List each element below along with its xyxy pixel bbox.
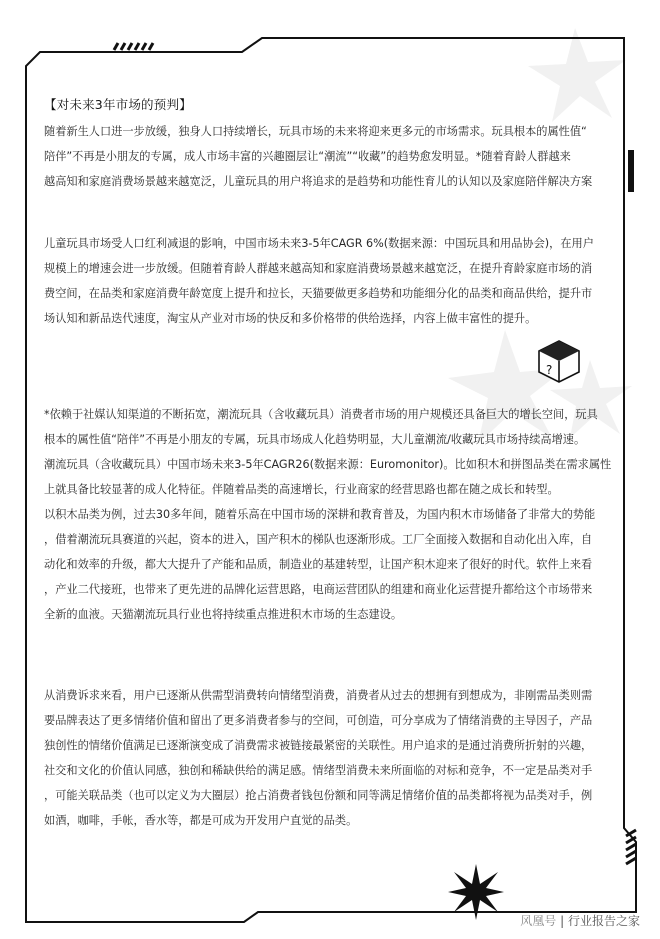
- text-line: 以积木品类为例，过去30多年间，随着乐高在中国市场的深耕和教育普及，为国内积木市场储备了非常大的势能: [44, 508, 596, 521]
- text-line: 要品牌表达了更多情绪价值和留出了更多消费者参与的空间，可创造，可分享成为了情绪消费的主导因子，产品: [44, 714, 593, 727]
- text-line: 越高知和家庭消费场景越来越宽泛，儿童玩具的用户将追求的是趋势和功能性育儿的认知以及家庭陪伴解决方案: [44, 175, 593, 188]
- text-line: 全新的血液。天猫潮流玩具行业也将持续重点推进积木市场的生态建设。: [44, 608, 403, 621]
- svg-text:?: ?: [546, 363, 553, 377]
- text-line: 动化和效率的升级，都大大提升了产能和品质，制造业的基建转型，让国产积木迎来了很好的时代。软件上来看: [44, 558, 593, 571]
- text-line: 上就具备比较显著的成人化特征。伴随着品类的高速增长，行业商家的经营思路也都在随之成长和转型。: [44, 483, 559, 496]
- text-line: 社交和文化的价值认同感，独创和稀缺供给的满足感。情绪型消费未来所面临的对标和竞争，不一定是品类对手: [44, 764, 593, 777]
- text-line: 随着新生人口进一步放缓，独身人口持续增长，玩具市场的未来将迎来更多元的市场需求。玩具根本的属性值“: [44, 125, 587, 138]
- watermark-name: 行业报告之家: [567, 914, 640, 928]
- text-line: 儿童玩具市场受人口红利减退的影响，中国市场未来3-5年CAGR 6%(数据来源：中国玩具和用品协会)，在用户: [44, 237, 594, 250]
- source-watermark: [520, 912, 640, 929]
- text-line: 根本的属性值“陪伴”不再是小朋友的专属，玩具市场成人化趋势明显，大儿童潮流/收藏玩具市场持续高增速。: [44, 433, 586, 446]
- paragraph-2: [44, 231, 616, 331]
- text-line: 场认知和新品迭代速度，淘宝从产业对市场的快反和多价格带的供给选择，内容上做丰富性的提升。: [44, 312, 537, 325]
- paragraph-1: [44, 119, 616, 194]
- question-cube-icon: [536, 338, 582, 384]
- text-line: 规模上的增速会进一步放缓。但随着育龄人群越来越高知和家庭消费场景越来越宽泛，在提升育龄家庭市场的消: [44, 262, 593, 275]
- text-line: ，借着潮流玩具赛道的兴起，资本的进入，国产积木的梯队也逐渐形成。工厂全面接入数据和自动化出入库，自: [44, 533, 593, 546]
- watermark-brand: 风凰号: [520, 914, 557, 928]
- sparkle-icon: [528, 28, 626, 122]
- watermark-separator: |: [556, 914, 568, 928]
- text-line: 潮流玩具（含收藏玩具）中国市场未来3-5年CAGR26(数据来源：Euromonitor)。比如积木和拼图品类在需求属性: [44, 458, 612, 471]
- paragraph-3: [44, 402, 616, 627]
- text-line: *依赖于社媒认知渠道的不断拓宽，潮流玩具（含收藏玩具）消费者市场的用户规模还具备巨大的增长空间，玩具: [44, 408, 598, 421]
- text-line: ，产业二代接班，也带来了更先进的品牌化运营思路，电商运营团队的组建和商业化运营提升都给这个市场带来: [44, 583, 593, 596]
- text-line: 从消费诉求来看，用户已逐渐从供需型消费转向情绪型消费，消费者从过去的想拥有到想成为，非刚需品类则需: [44, 689, 593, 702]
- section-heading: 【对未来3年市场的预判】: [44, 97, 192, 112]
- paragraph-4: [44, 683, 616, 833]
- text-line: ，可能关联品类（也可以定义为大圈层）抢占消费者钱包份额和同等满足情绪价值的品类都将视为品类对手，例: [44, 789, 593, 802]
- text-line: 陪伴”不再是小朋友的专属，成人市场丰富的兴趣圈层让“潮流”“收藏”的趋势愈发明显。*随着育龄人群越来: [44, 150, 571, 163]
- text-line: 独创性的情绪价值满足已逐渐演变成了消费需求被链接最紧密的关联性。用户追求的是通过消费所折射的兴趣，: [44, 739, 593, 752]
- text-line: 如酒，咖啡，手帐，香水等，都是可成为开发用户直觉的品类。: [44, 814, 358, 827]
- text-line: 费空间，在品类和家庭消费年龄宽度上提升和拉长，天猫要做更多趋势和功能细分化的品类和商品供给，提升市: [44, 287, 593, 300]
- starburst-icon: [446, 862, 506, 922]
